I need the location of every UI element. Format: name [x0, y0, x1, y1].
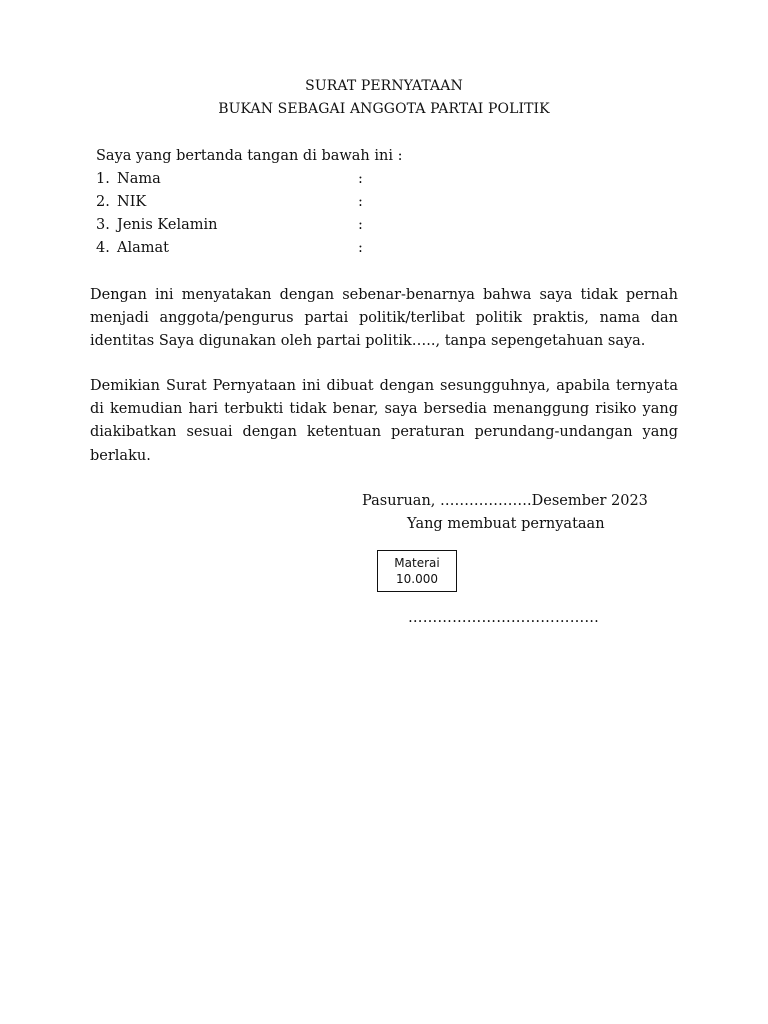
field-label: Jenis Kelamin	[117, 217, 218, 233]
stamp-label: Materai	[394, 556, 440, 570]
paragraph-line: menjadi anggota/pengurus partai politik/terlibat politik praktis, nama dan	[90, 310, 678, 327]
field-row-alamat	[96, 240, 396, 262]
field-number: 1.	[96, 171, 110, 187]
field-label: NIK	[117, 194, 147, 210]
field-number: 3.	[96, 217, 110, 233]
paragraph-line: di kemudian hari terbukti tidak benar, saya bersedia menanggung risiko yang	[90, 401, 678, 418]
field-row-jenis-kelamin	[96, 217, 396, 239]
intro-text: Saya yang bertanda tangan di bawah ini :	[96, 148, 403, 164]
paragraph-line: Demikian Surat Pernyataan ini dibuat dengan sesungguhnya, apabila ternyata	[90, 378, 678, 394]
field-colon: :	[358, 217, 363, 233]
field-number: 4.	[96, 240, 110, 256]
stamp-value: 10.000	[396, 572, 438, 586]
field-colon: :	[358, 194, 363, 210]
field-number: 2.	[96, 194, 110, 210]
paragraph-line: identitas Saya digunakan oleh partai politik….., tanpa sepengetahuan saya.	[90, 333, 646, 350]
field-colon: :	[358, 240, 363, 256]
paragraph-line: berlaku.	[90, 447, 151, 464]
field-row-nik	[96, 194, 396, 216]
document-title: SURAT PERNYATAAN	[305, 78, 463, 94]
field-label: Alamat	[117, 240, 169, 256]
signature-line: …………………………………	[408, 610, 600, 626]
place-date: Pasuruan, ……………….Desember 2023	[362, 493, 648, 509]
closing-paragraph	[90, 375, 678, 468]
stamp-box	[377, 550, 457, 592]
maker-label: Yang membuat pernyataan	[407, 516, 605, 532]
paragraph-line: diakibatkan sesuai dengan ketentuan peraturan perundang-undangan yang	[90, 424, 678, 441]
field-row-nama	[96, 171, 396, 193]
paragraph-line: Dengan ini menyatakan dengan sebenar-benarnya bahwa saya tidak pernah	[90, 287, 678, 303]
field-label: Nama	[117, 171, 161, 187]
statement-paragraph	[90, 284, 678, 354]
document-subtitle: BUKAN SEBAGAI ANGGOTA PARTAI POLITIK	[218, 101, 550, 117]
field-colon: :	[358, 171, 363, 187]
